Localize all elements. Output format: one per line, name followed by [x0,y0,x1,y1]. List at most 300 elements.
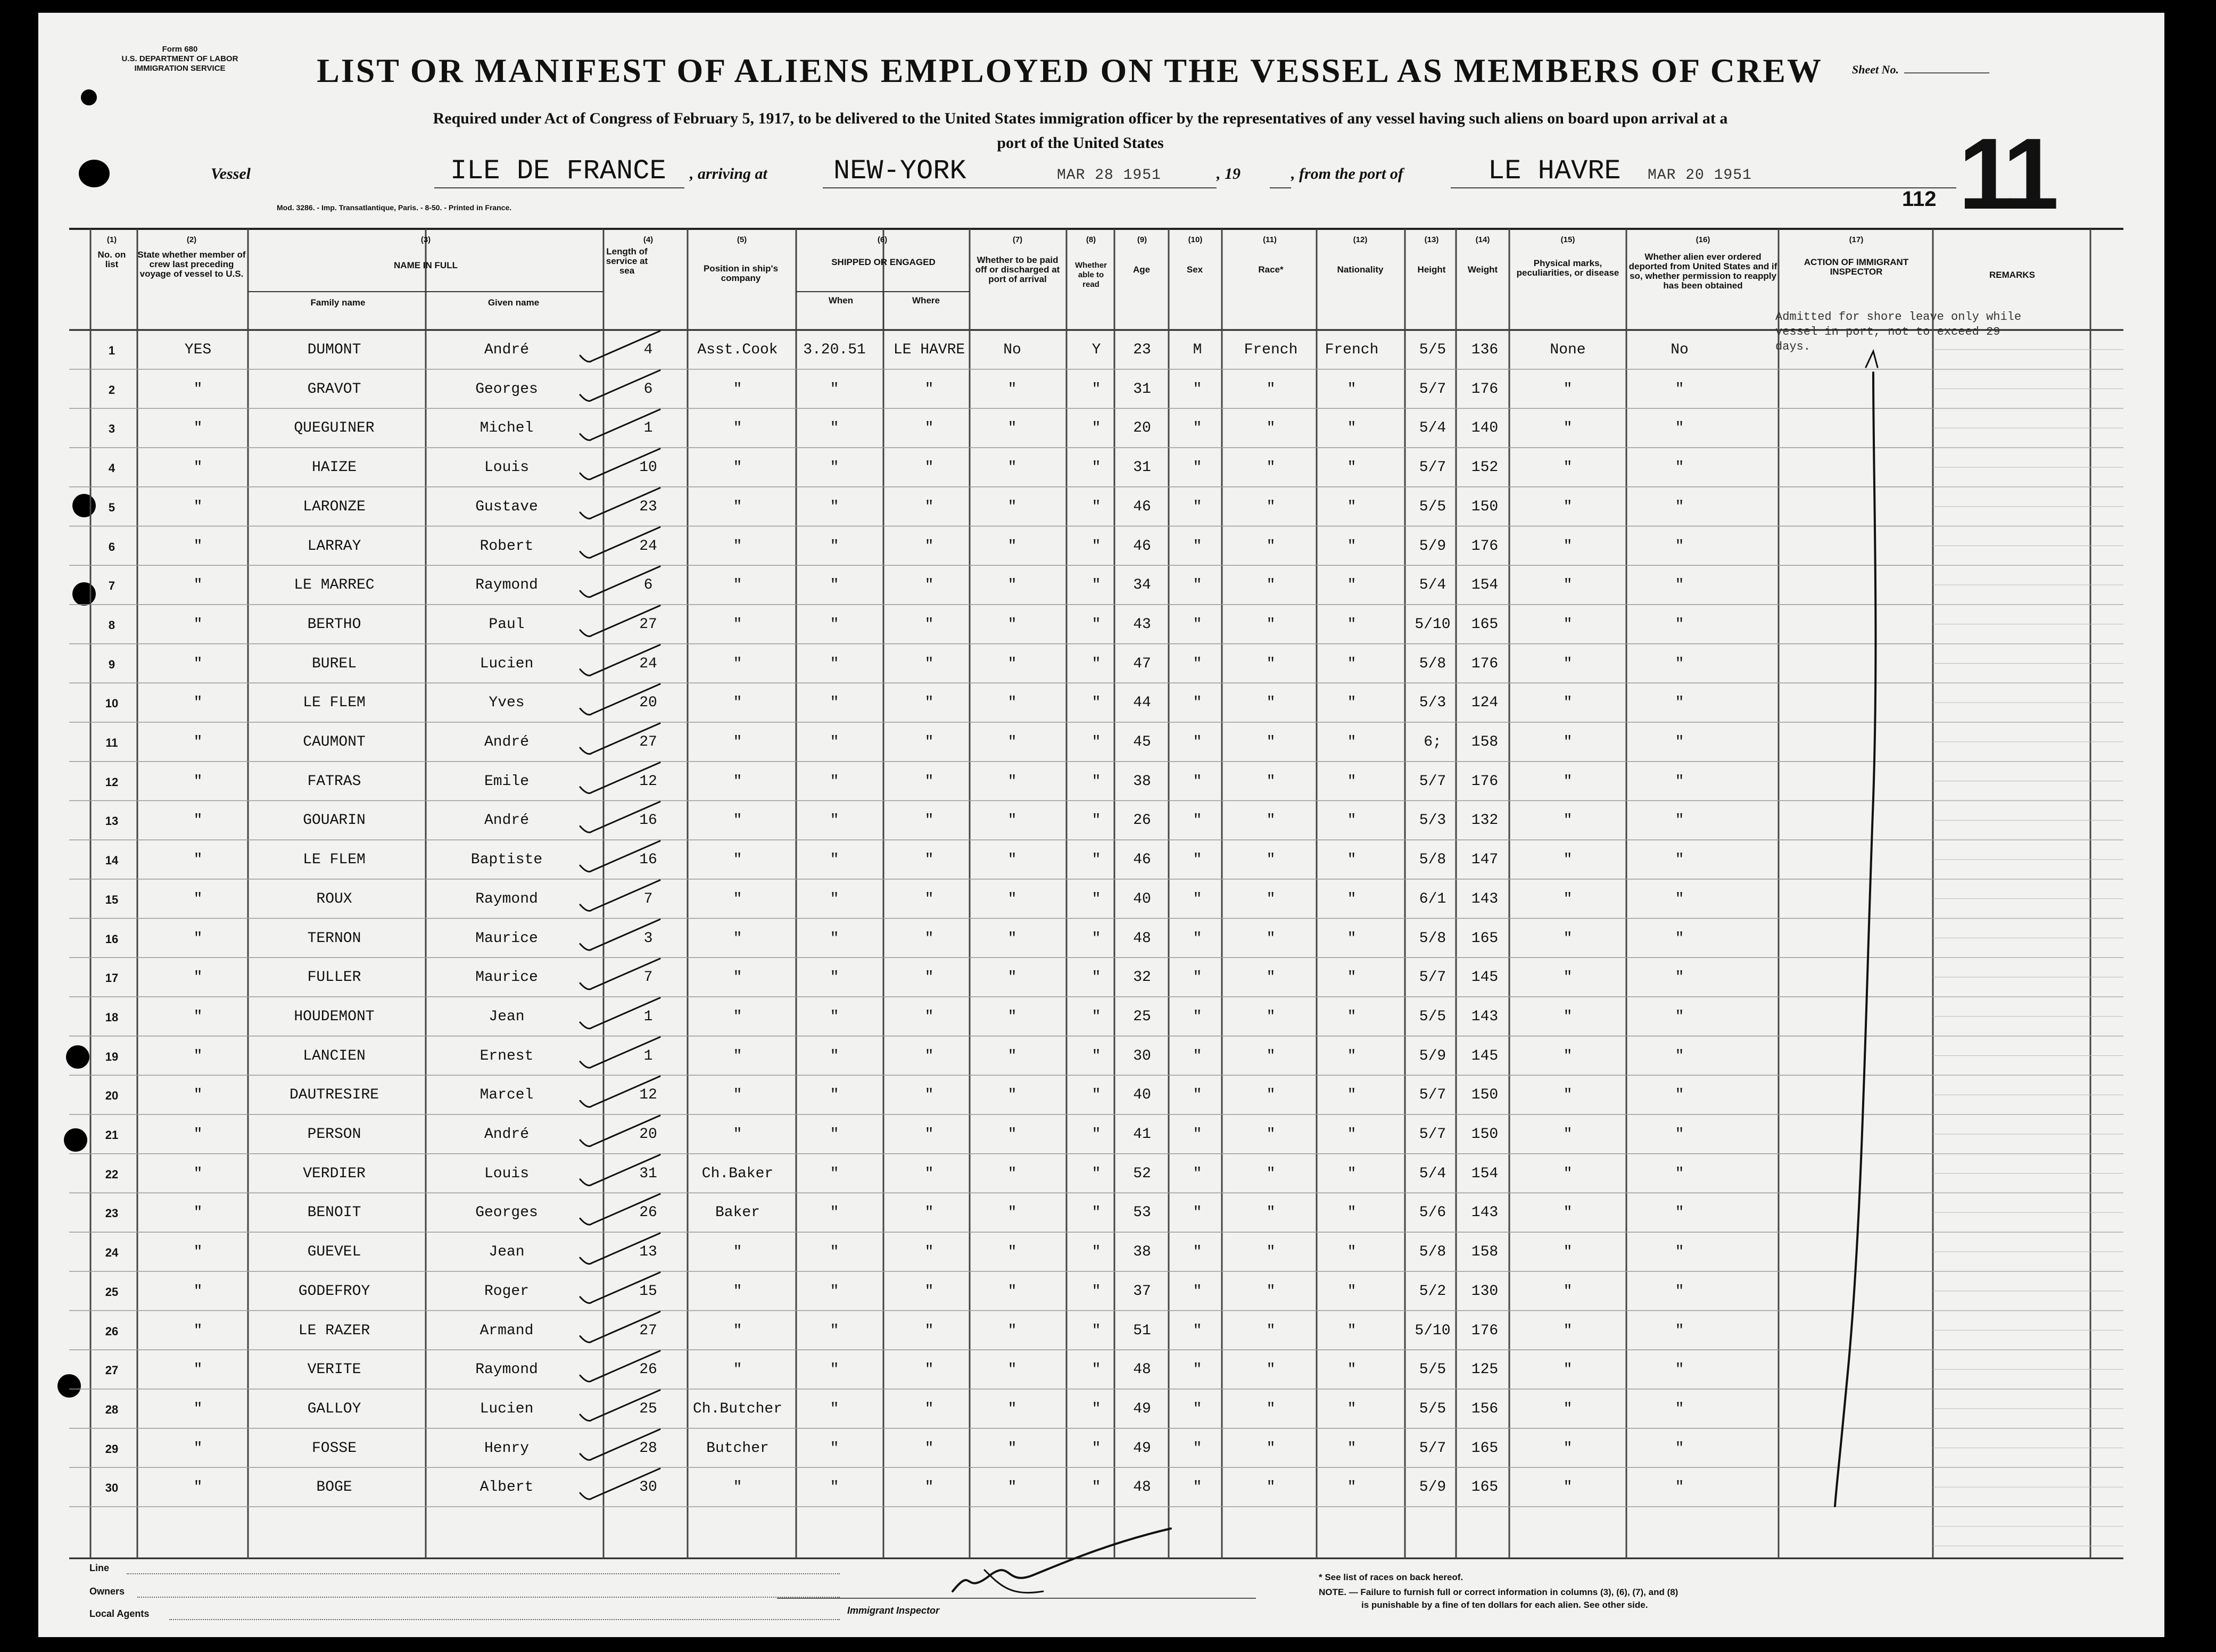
cell-nationality: " [1347,655,1357,672]
cell-weight: 130 [1471,1283,1499,1300]
cell-service: 3 [643,930,653,947]
cell-deported: " [1675,734,1684,750]
row-number: 14 [105,854,119,868]
cell-physical: " [1563,1204,1573,1221]
column-number: (12) [1353,235,1368,244]
row-number: 3 [108,422,115,436]
cell-height: 5/7 [1419,1440,1446,1457]
cell-read: " [1092,1126,1101,1143]
header-previous-voyage: State whether member of crew last preceding voyage of vessel to U.S. [137,250,246,279]
cell-read: " [1092,695,1101,712]
cell-where: " [924,577,934,594]
row-number: 25 [105,1285,119,1299]
cell-when: " [830,1244,839,1261]
row-number: 7 [108,579,115,593]
cell-weight: 132 [1471,812,1499,829]
cell-height: 5/7 [1419,1087,1446,1104]
cell-weight: 158 [1471,734,1499,750]
cell-prev: " [193,1283,203,1300]
column-number: (11) [1263,235,1277,244]
cell-service: 4 [643,342,653,358]
cell-read: " [1092,1165,1101,1182]
header-shipped-or-engaged: SHIPPED OR ENGAGED [831,257,936,267]
cell-service: 1 [643,1047,653,1064]
cell-deported: " [1675,930,1684,947]
cell-paid: " [1007,1400,1017,1417]
cell-position: Butcher [706,1440,769,1457]
vessel-name: ILE DE FRANCE [450,155,666,187]
cell-deported: " [1675,1361,1684,1378]
cell-when: " [830,695,839,712]
cell-position: " [733,381,742,398]
cell-where: LE HAVRE [893,342,965,358]
cell-age: 30 [1133,1047,1151,1064]
cell-family: GUEVEL [307,1244,361,1261]
cell-deported: " [1675,773,1684,790]
cell-sex: " [1193,1400,1202,1417]
cell-family: LANCIEN [303,1047,366,1064]
cell-sex: " [1193,381,1202,398]
cell-height: 5/7 [1419,459,1446,476]
cell-family: BOGE [316,1479,352,1496]
cell-family: CAUMONT [303,734,366,750]
cell-sex: " [1193,969,1202,986]
cell-prev: " [193,1244,203,1261]
cell-physical: None [1550,342,1586,358]
cell-where: " [924,1087,934,1104]
cell-family: GOUARIN [303,812,366,829]
cell-age: 31 [1133,459,1151,476]
cell-sex: " [1193,773,1202,790]
cell-age: 49 [1133,1440,1151,1457]
cell-family: GRAVOT [307,381,361,398]
check-mark [580,1351,660,1382]
cell-age: 48 [1133,1479,1151,1496]
cell-given: Jean [489,1008,525,1025]
cell-when: " [830,1440,839,1457]
cell-paid: " [1007,930,1017,947]
cell-age: 48 [1133,930,1151,947]
cell-position: " [733,695,742,712]
cell-service: 1 [643,1008,653,1025]
cell-height: 5/8 [1419,1244,1446,1261]
column-number: (17) [1849,235,1864,244]
cell-deported: " [1675,890,1684,907]
check-mark [580,723,660,754]
cell-weight: 136 [1471,342,1499,358]
cell-paid: " [1007,695,1017,712]
check-mark [580,449,660,480]
cell-service: 12 [639,1087,657,1104]
cell-prev: " [193,1361,203,1378]
cell-nationality: " [1347,1047,1357,1064]
cell-weight: 125 [1471,1361,1499,1378]
cell-physical: " [1563,1087,1573,1104]
cell-when: " [830,1322,839,1339]
column-number: (9) [1137,235,1147,244]
cell-height: 5/4 [1419,1165,1446,1182]
cell-deported: " [1675,538,1684,555]
cell-prev: " [193,1087,203,1104]
cell-nationality: " [1347,1283,1357,1300]
cell-nationality: " [1347,890,1357,907]
cell-read: " [1092,1479,1101,1496]
check-mark [580,959,660,989]
cell-nationality: " [1347,930,1357,947]
cell-physical: " [1563,1283,1573,1300]
check-mark [580,566,660,597]
cell-position: " [733,1361,742,1378]
cell-where: " [924,459,934,476]
cell-when: " [830,1479,839,1496]
header-where: Where [912,295,940,305]
cell-paid: " [1007,852,1017,869]
check-mark [580,841,660,872]
cell-prev: " [193,1126,203,1143]
cell-position: " [733,812,742,829]
header-given-name: Given name [487,298,540,308]
cell-service: 24 [639,655,657,672]
cell-where: " [924,655,934,672]
row-number: 27 [105,1364,119,1377]
cell-physical: " [1563,1008,1573,1025]
cell-nationality: " [1347,695,1357,712]
cell-family: LE FLEM [303,695,366,712]
cell-prev: " [193,852,203,869]
cell-sex: " [1193,930,1202,947]
cell-paid: No [1003,342,1021,358]
cell-deported: " [1675,1126,1684,1143]
sheet-number-label: Sheet No. [1852,63,1899,76]
cell-weight: 143 [1471,1204,1499,1221]
cell-physical: " [1563,1479,1573,1496]
cell-read: " [1092,1204,1101,1221]
check-mark [580,409,660,440]
cell-given: Marcel [479,1087,534,1104]
row-number: 26 [105,1324,119,1338]
cell-deported: " [1675,1400,1684,1417]
cell-when: " [830,1204,839,1221]
cell-when: " [830,1008,839,1025]
header-when: When [828,295,854,305]
cell-when: " [830,1047,839,1064]
cell-family: GALLOY [307,1400,361,1417]
cell-service: 31 [639,1165,657,1182]
cell-when: " [830,734,839,750]
cell-nationality: " [1347,616,1357,633]
inspector-signature-label: Immigrant Inspector [847,1605,940,1616]
cell-age: 40 [1133,890,1151,907]
row-number: 23 [105,1207,119,1220]
cell-physical: " [1563,773,1573,790]
cell-sex: " [1193,1047,1202,1064]
column-number: (15) [1560,235,1575,244]
note-text-2: is punishable by a fine of ten dollars for each alien. See other side. [1361,1600,1648,1610]
cell-physical: " [1563,498,1573,515]
cell-position: " [733,1047,742,1064]
cell-read: " [1092,381,1101,398]
cell-service: 13 [639,1244,657,1261]
cell-given: André [484,1126,529,1143]
cell-sex: " [1193,420,1202,437]
cell-prev: " [193,616,203,633]
cell-sex: " [1193,1440,1202,1457]
cell-physical: " [1563,695,1573,712]
cell-weight: 176 [1471,381,1499,398]
cell-race: " [1266,734,1276,750]
cell-service: 7 [643,969,653,986]
cell-nationality: " [1347,538,1357,555]
form-number: Form 680 [162,45,198,54]
cell-position: " [733,734,742,750]
cell-race: " [1266,1322,1276,1339]
cell-prev: " [193,459,203,476]
cell-position: " [733,1126,742,1143]
cell-sex: " [1193,498,1202,515]
cell-nationality: " [1347,1244,1357,1261]
cell-family: ROUX [316,890,352,907]
cell-race: " [1266,498,1276,515]
service-name: IMMIGRATION SERVICE [134,64,226,73]
cell-weight: 165 [1471,930,1499,947]
cell-age: 23 [1133,342,1151,358]
cell-paid: " [1007,577,1017,594]
arrival-date-stamp: MAR 28 1951 [1057,167,1161,184]
cell-given: Roger [484,1283,529,1300]
cell-read: " [1092,1361,1101,1378]
cell-family: FULLER [307,969,361,986]
inspector-note: Admitted for shore leave only while vessel in port, not to exceed 29 days. [1775,310,2022,353]
cell-nationality: " [1347,1087,1357,1104]
cell-age: 46 [1133,852,1151,869]
cell-position: " [733,616,742,633]
cell-read: " [1092,616,1101,633]
cell-family: LE RAZER [298,1322,370,1339]
cell-where: " [924,1165,934,1182]
cell-deported: " [1675,420,1684,437]
from-port-label: , from the port of [1291,165,1403,183]
cell-where: " [924,1361,934,1378]
cell-where: " [924,616,934,633]
check-mark [580,1390,660,1421]
cell-service: 16 [639,812,657,829]
cell-height: 5/8 [1419,930,1446,947]
cell-read: " [1092,852,1101,869]
cell-nationality: " [1347,381,1357,398]
cell-family: GODEFROY [298,1283,370,1300]
cell-weight: 147 [1471,852,1499,869]
cell-when: " [830,890,839,907]
cell-read: " [1092,420,1101,437]
cell-paid: " [1007,773,1017,790]
cell-sex: " [1193,734,1202,750]
cell-weight: 150 [1471,1087,1499,1104]
cell-family: FOSSE [311,1440,357,1457]
cell-position: Ch.Baker [701,1165,774,1182]
cell-prev: " [193,498,203,515]
cell-paid: " [1007,459,1017,476]
cell-paid: " [1007,1479,1017,1496]
cell-weight: 165 [1471,616,1499,633]
footer-local-agents-label: Local Agents [89,1608,150,1619]
header-race: Race* [1258,265,1284,275]
column-number: (5) [737,235,747,244]
cell-race: " [1266,420,1276,437]
cell-race: French [1244,342,1298,358]
cell-deported: " [1675,498,1684,515]
cell-where: " [924,1479,934,1496]
cell-given: Emile [484,773,529,790]
cell-where: " [924,538,934,555]
row-number: 20 [105,1089,119,1103]
cell-weight: 176 [1471,655,1499,672]
cell-nationality: " [1347,577,1357,594]
cell-when: " [830,381,839,398]
column-number: (3) [420,235,431,244]
cell-when: " [830,498,839,515]
cell-age: 37 [1133,1283,1151,1300]
cell-where: " [924,812,934,829]
header-able-to-read: Whether able to read [1075,261,1107,289]
cell-age: 53 [1133,1204,1151,1221]
cell-read: " [1092,1244,1101,1261]
cell-where: " [924,1322,934,1339]
check-mark [580,920,660,951]
page-title: LIST OR MANIFEST OF ALIENS EMPLOYED ON THE VESSEL AS MEMBERS OF CREW [317,52,1823,89]
cell-race: " [1266,538,1276,555]
cell-height: 5/3 [1419,695,1446,712]
cell-family: BERTHO [307,616,361,633]
cell-where: " [924,1440,934,1457]
requirement-line-2: port of the United States [997,134,1164,152]
cell-physical: " [1563,969,1573,986]
cell-race: " [1266,969,1276,986]
cell-physical: " [1563,577,1573,594]
cell-service: 7 [643,890,653,907]
cell-height: 5/5 [1419,1361,1446,1378]
cell-physical: " [1563,616,1573,633]
cell-when: " [830,1400,839,1417]
printer-mod-line: Mod. 3286. - Imp. Transatlantique, Paris. - 8-50. - Printed in France. [277,203,512,212]
cell-prev: " [193,812,203,829]
cell-read: " [1092,1047,1101,1064]
cell-read: " [1092,1440,1101,1457]
check-mark [580,1430,660,1460]
cell-nationality: " [1347,773,1357,790]
cell-deported: " [1675,459,1684,476]
cell-nationality: " [1347,420,1357,437]
check-mark [580,488,660,519]
cell-age: 34 [1133,577,1151,594]
cell-age: 46 [1133,498,1151,515]
cell-prev: " [193,1047,203,1064]
cell-age: 49 [1133,1400,1151,1417]
cell-family: FATRAS [307,773,361,790]
cell-height: 5/8 [1419,655,1446,672]
cell-physical: " [1563,1047,1573,1064]
header-sex: Sex [1186,265,1203,275]
row-number: 28 [105,1402,119,1416]
cell-when: " [830,930,839,947]
cell-given: Ernest [479,1047,534,1064]
cell-deported: " [1675,695,1684,712]
check-mark [580,370,660,401]
cell-where: " [924,498,934,515]
cell-service: 27 [639,1322,657,1339]
inspector-signature [953,1529,1171,1591]
sheet-number-small: 112 [1902,187,1937,211]
cell-nationality: " [1347,1479,1357,1496]
cell-when: " [830,1165,839,1182]
cell-read: " [1092,498,1101,515]
cell-age: 43 [1133,616,1151,633]
cell-given: Michel [479,420,534,437]
cell-deported: " [1675,1204,1684,1221]
cell-paid: " [1007,1322,1017,1339]
check-mark [580,606,660,637]
column-number: (6) [877,235,888,244]
cell-service: 25 [639,1400,657,1417]
cell-race: " [1266,812,1276,829]
header-length-of-service: Length of service at sea [606,246,648,276]
row-number: 17 [105,971,119,985]
cell-physical: " [1563,734,1573,750]
races-footnote: * See list of races on back hereof. [1319,1572,1463,1582]
year-label: , 19 [1217,165,1241,183]
cell-sex: " [1193,1322,1202,1339]
cell-height: 5/5 [1419,342,1446,358]
cell-height: 5/5 [1419,1008,1446,1025]
cell-sex: " [1193,812,1202,829]
cell-prev: " [193,890,203,907]
check-mark [580,1037,660,1068]
cell-prev: " [193,420,203,437]
cell-physical: " [1563,1400,1573,1417]
cell-family: LARONZE [303,498,366,515]
cell-read: " [1092,655,1101,672]
cell-position: " [733,577,742,594]
cell-paid: " [1007,969,1017,986]
cell-where: " [924,852,934,869]
cell-given: Georges [475,1204,538,1221]
header-action-of-inspector: ACTION OF IMMIGRANT INSPECTOR [1804,257,1909,277]
column-number: (10) [1188,235,1203,244]
check-mark [580,802,660,832]
cell-weight: 165 [1471,1479,1499,1496]
cell-position: " [733,1479,742,1496]
cell-height: 5/5 [1419,498,1446,515]
cell-nationality: " [1347,1165,1357,1182]
cell-race: " [1266,381,1276,398]
cell-position: " [733,498,742,515]
cell-read: " [1092,969,1101,986]
cell-paid: " [1007,381,1017,398]
column-number: (13) [1424,235,1439,244]
row-number: 2 [108,383,115,397]
cell-read: " [1092,1283,1101,1300]
cell-height: 5/5 [1419,1400,1446,1417]
from-port: LE HAVRE [1488,155,1621,187]
cell-physical: " [1563,381,1573,398]
row-number: 24 [105,1246,119,1260]
cell-given: Raymond [475,890,538,907]
cell-paid: " [1007,420,1017,437]
cell-service: 1 [643,420,653,437]
cell-where: " [924,734,934,750]
cell-prev: " [193,538,203,555]
cell-position: " [733,538,742,555]
cell-service: 23 [639,498,657,515]
